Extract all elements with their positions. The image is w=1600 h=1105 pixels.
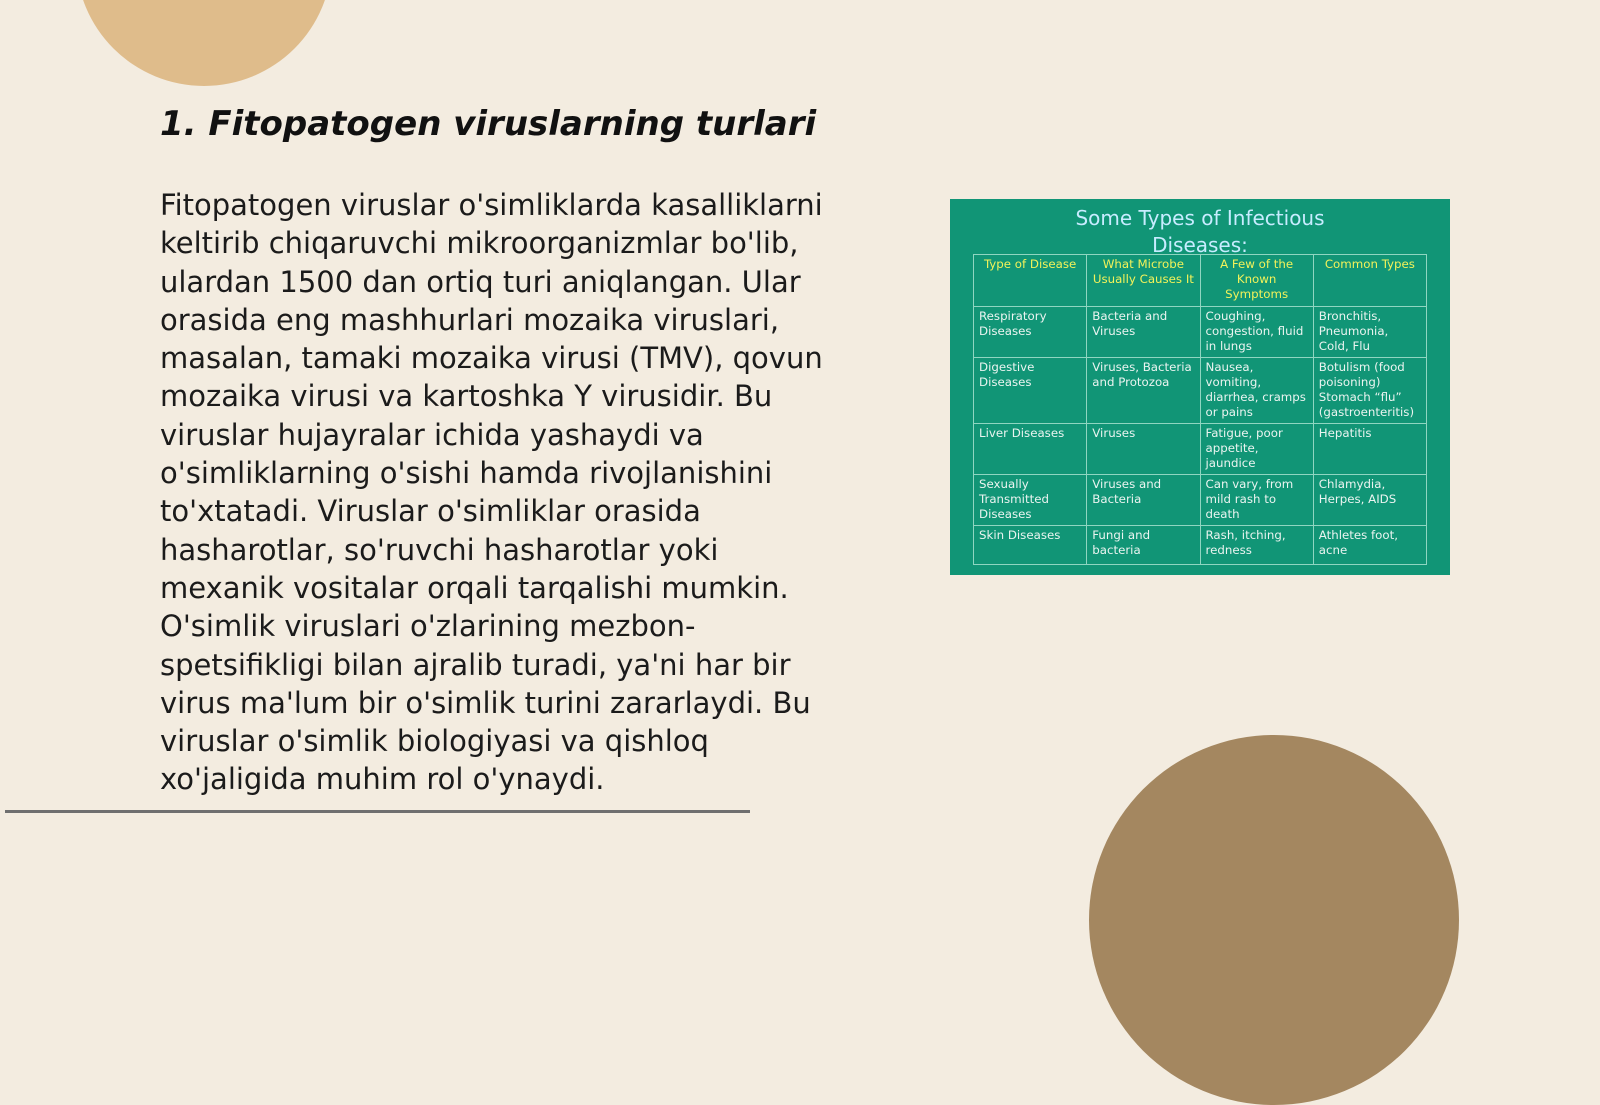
table-cell: Digestive Diseases [974,358,1087,424]
table-cell: Rash, itching, redness [1200,526,1313,565]
slide-body-text: Fitopatogen viruslar o'simliklarda kasalliklarni keltirib chiqaruvchi mikroorganizmlar bo'lib, ulardan 1500 dan ortiq turi aniqlangan. Ular orasida eng mashhurlari mozaika viruslari, masalan, tamaki mozaika virusi (TMV), qovun mozaika virusi va kartoshka Y virusidir. Bu viruslar hujayralar ichida yashaydi va o'simliklarning o'sishi hamda rivojlanishini to'xtatadi. Viruslar o'simliklar orasida hasharotlar, so'ruvchi hasharotlar yoki mexanik vositalar orqali tarqalishi mumkin. O'simlik viruslari o'zlarining mezbon-spetsifikligi bilan ajralib turadi, ya'ni har bir virus ma'lum bir o'simlik turini zararlaydi. Bu viruslar o'simlik biologiyasi va qishloq xo'jaligida muhim rol o'ynaydi. [160,188,823,797]
table-cell: Athletes foot, acne [1313,526,1426,565]
table-cell: Viruses and Bacteria [1087,475,1200,526]
table-header-row [974,255,1427,307]
table-cell: Liver Diseases [974,424,1087,475]
decorative-circle-bottom [1089,735,1459,1105]
table-row [974,475,1427,526]
table-header-cell: What Microbe Usually Causes It [1087,255,1200,307]
table-cell: Viruses, Bacteria and Protozoa [1087,358,1200,424]
table-row [974,307,1427,358]
table-cell: Bronchitis, Pneumonia, Cold, Flu [1313,307,1426,358]
table-cell: Chlamydia, Herpes, AIDS [1313,475,1426,526]
table-header-cell: Type of Disease [974,255,1087,307]
slide-title: 1. Fitopatogen viruslarning turlari [160,104,817,144]
table-header-cell: A Few of the Known Symptoms [1200,255,1313,307]
decorative-circle-top [76,0,332,86]
table-row [974,358,1427,424]
table-header-cell: Common Types [1313,255,1426,307]
disease-table [973,254,1427,565]
table-cell: Skin Diseases [974,526,1087,565]
table-cell: Viruses [1087,424,1200,475]
infectious-diseases-table-image [950,199,1450,575]
divider-line [5,810,750,813]
table-cell: Botulism (food poisoning) Stomach “flu” (gastroenteritis) [1313,358,1426,424]
table-image-title: Some Types of Infectious Diseases: [1075,206,1325,257]
table-cell: Sexually Transmitted Diseases [974,475,1087,526]
table-cell: Coughing, congestion, fluid in lungs [1200,307,1313,358]
table-row [974,526,1427,565]
table-cell: Fungi and bacteria [1087,526,1200,565]
table-cell: Bacteria and Viruses [1087,307,1200,358]
table-row [974,424,1427,475]
table-cell: Respiratory Diseases [974,307,1087,358]
table-cell: Hepatitis [1313,424,1426,475]
table-cell: Nausea, vomiting, diarrhea, cramps or pains [1200,358,1313,424]
table-cell: Fatigue, poor appetite, jaundice [1200,424,1313,475]
table-cell: Can vary, from mild rash to death [1200,475,1313,526]
